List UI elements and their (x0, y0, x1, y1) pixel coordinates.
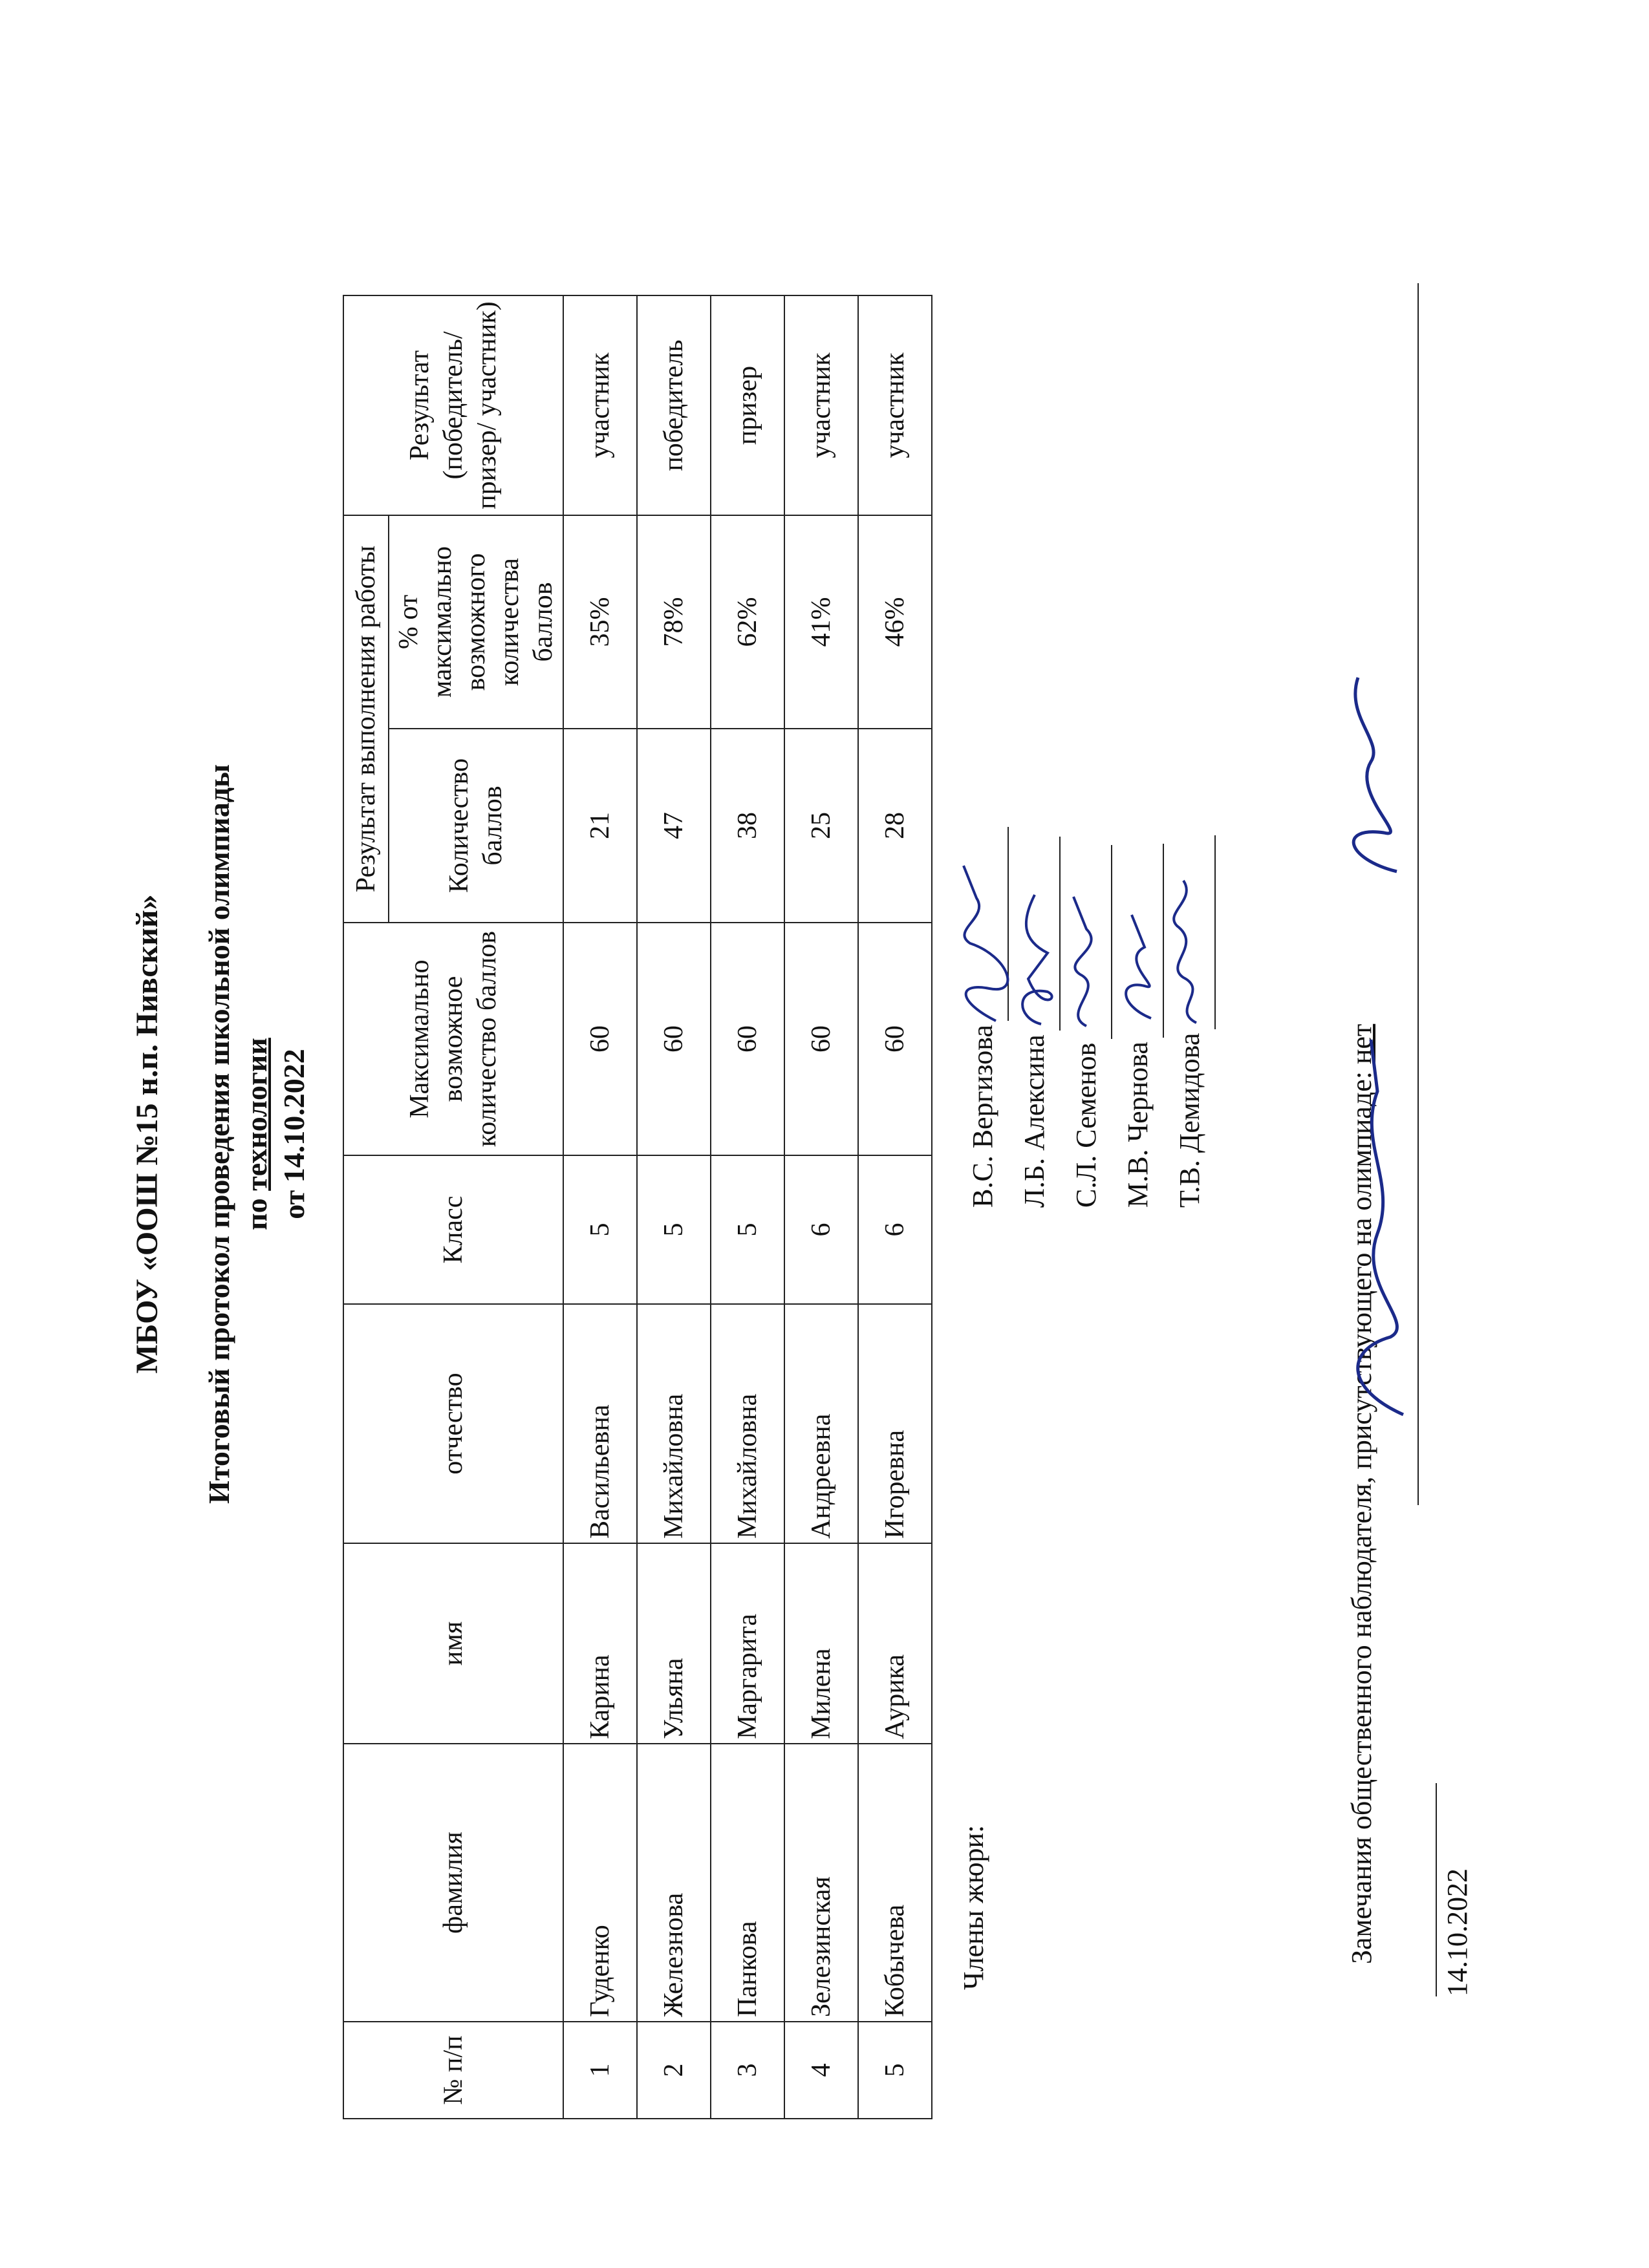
cell-surname: Гуденко (563, 1744, 637, 2022)
cell-num: 5 (858, 2022, 932, 2119)
cell-surname: Панкова (711, 1744, 784, 2022)
jury-member-name: С.Л. Семенов (1070, 1042, 1102, 1208)
cell-percent: 62% (711, 515, 784, 729)
jury-label: Члены жюри: (958, 1824, 989, 1990)
subject: технологии (240, 1038, 273, 1191)
table-row (563, 295, 637, 2119)
jury-list (957, 827, 1216, 1208)
cell-patronymic: Михайловна (637, 1304, 711, 1543)
cell-class: 5 (563, 1155, 637, 1304)
cell-patronymic: Андреевна (784, 1304, 858, 1543)
cell-class: 6 (784, 1155, 858, 1304)
header-status: Результат (победитель/ призер/ участник) (343, 295, 563, 515)
cell-name: Милена (784, 1543, 858, 1744)
results-table (343, 295, 932, 2119)
table-row (784, 295, 858, 2119)
table-row (858, 295, 932, 2119)
jury-member (1061, 827, 1112, 1208)
cell-percent: 35% (563, 515, 637, 729)
table-row (637, 295, 711, 2119)
cell-name: Аурика (858, 1543, 932, 1744)
cell-points: 21 (563, 729, 637, 923)
jury-member (1112, 827, 1164, 1208)
title-line: Итоговый протокол проведения школьной олимпиады (202, 764, 235, 1504)
cell-patronymic: Игоревна (858, 1304, 932, 1543)
remarks-label: Замечания общественного наблюдателя, присутствующего на олимпиаде: (1346, 1064, 1377, 1964)
header-patronymic: отчество (343, 1304, 563, 1543)
cell-num: 4 (784, 2022, 858, 2119)
cell-surname: Железнова (637, 1744, 711, 2022)
header-name: имя (343, 1543, 563, 1744)
cell-surname: Кобычева (858, 1744, 932, 2022)
cell-num: 3 (711, 2022, 784, 2119)
jury-member-name: В.С. Вергизова (967, 1024, 998, 1208)
cell-class: 5 (711, 1155, 784, 1304)
cell-class: 6 (858, 1155, 932, 1304)
cell-status: участник (563, 295, 637, 515)
signature-icon (1158, 868, 1229, 1036)
cell-points: 28 (858, 729, 932, 923)
jury-member (1164, 827, 1216, 1208)
cell-status: призер (711, 295, 784, 515)
cell-num: 2 (637, 2022, 711, 2119)
cell-status: участник (858, 295, 932, 515)
cell-name: Ульяна (637, 1543, 711, 1744)
header-num: № п/п (343, 2022, 563, 2119)
cell-surname: Зелезинская (784, 1744, 858, 2022)
cell-percent: 78% (637, 515, 711, 729)
cell-max: 60 (784, 923, 858, 1155)
cell-percent: 46% (858, 515, 932, 729)
cell-patronymic: Михайловна (711, 1304, 784, 1543)
cell-status: участник (784, 295, 858, 515)
cell-percent: 41% (784, 515, 858, 729)
cell-max: 60 (637, 923, 711, 1155)
jury-member-name: М.В. Чернова (1122, 1042, 1154, 1208)
jury-member-name: Л.Б. Алексина (1018, 1034, 1050, 1208)
subject-prefix: по (240, 1190, 273, 1230)
cell-status: победитель (637, 295, 711, 515)
cell-name: Карина (563, 1543, 637, 1744)
cell-points: 47 (637, 729, 711, 923)
cell-patronymic: Васильевна (563, 1304, 637, 1543)
cell-max: 60 (858, 923, 932, 1155)
cell-points: 25 (784, 729, 858, 923)
cell-class: 5 (637, 1155, 711, 1304)
signature-line (1183, 835, 1216, 1029)
cell-name: Маргарита (711, 1543, 784, 1744)
protocol-title (200, 0, 313, 2268)
header-surname: фамилия (343, 1744, 563, 2022)
header-class: Класс (343, 1155, 563, 1304)
date-line: от 14.10.2022 (277, 1049, 310, 1219)
observer-signature-icon (1332, 619, 1423, 1428)
table-row (711, 295, 784, 2119)
school-name: МБОУ «ООШ №15 н.п. Нивский» (130, 894, 164, 1374)
cell-num: 1 (563, 2022, 637, 2119)
header-result-group: Результат выполнения работы (343, 515, 389, 923)
jury-member (1009, 827, 1061, 1208)
cell-max: 60 (711, 923, 784, 1155)
remarks-value: нет (1346, 1023, 1377, 1065)
header-percent: % от максимально возможного количества баллов (389, 515, 563, 729)
cell-max: 60 (563, 923, 637, 1155)
subject-line (238, 0, 275, 2268)
header-points: Количество баллов (389, 729, 563, 923)
jury-member (957, 827, 1009, 1208)
protocol-date: 14.10.2022 (1436, 1783, 1474, 1996)
header-max: Максимально возможное количество баллов (343, 923, 563, 1155)
jury-member-name: Т.В. Демидова (1174, 1032, 1205, 1208)
cell-points: 38 (711, 729, 784, 923)
